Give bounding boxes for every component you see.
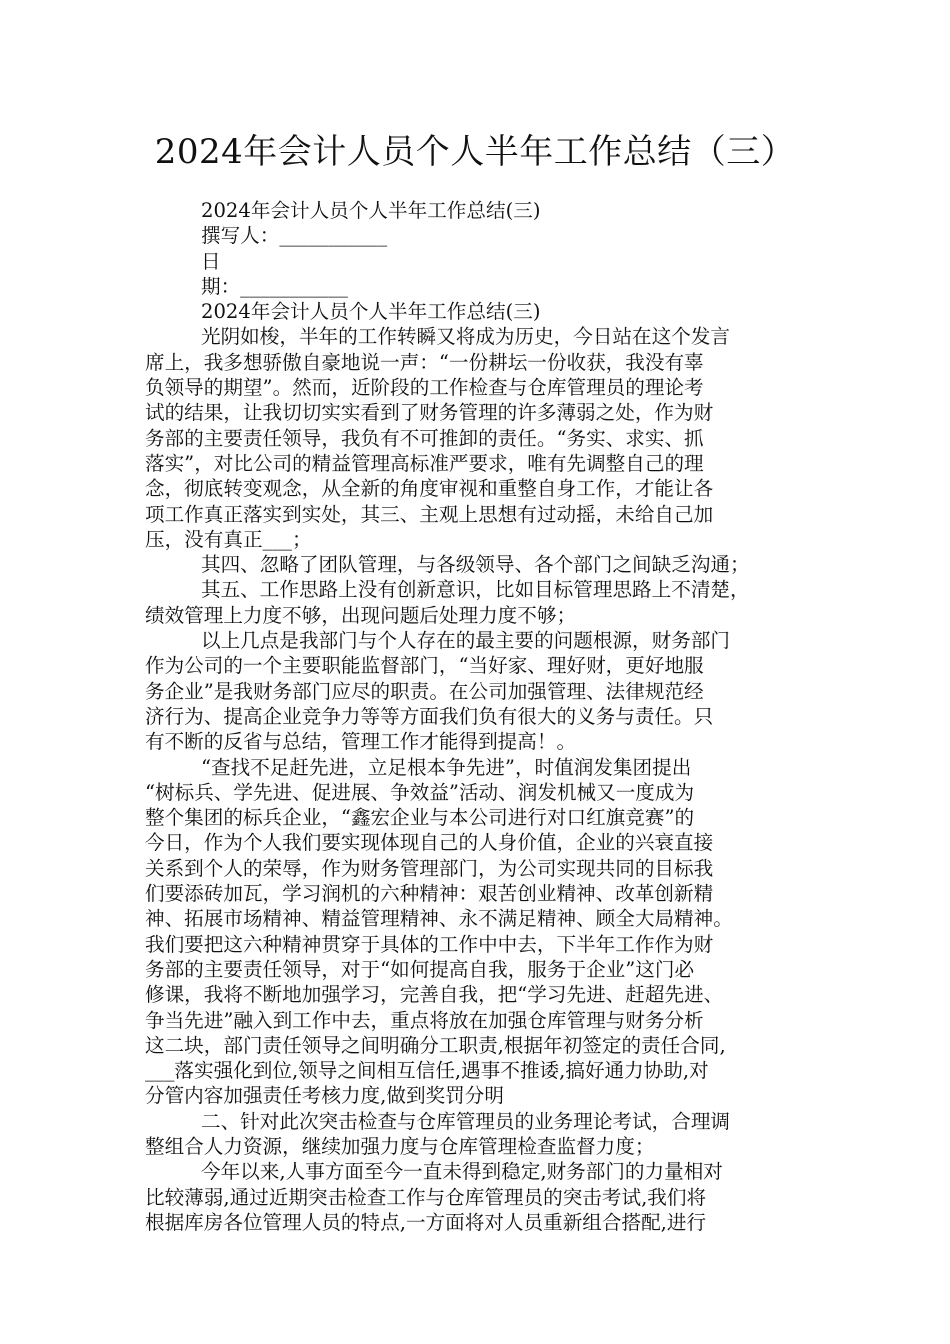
author-line: 撰写人：___________ [201, 224, 388, 248]
text-line: 修课，我将不断地加强学习，完善自我，把“学习先进、赶超先进、 [145, 983, 724, 1007]
text-line: 绩效管理上力度不够，出现问题后处理力度不够； [145, 603, 577, 627]
date-line-1: 日 [201, 249, 221, 273]
text-line: 比较薄弱,通过近期突击检查工作与仓库管理员的突击考试,我们将 [145, 1185, 707, 1209]
text-line: 以上几点是我部门与个人存在的最主要的问题根源，财务部门 [201, 629, 731, 653]
text-line: 神、拓展市场精神、精益管理精神、永不满足精神、顾全大局精神。 [145, 907, 733, 931]
text-line: 分管内容加强责任考核力度,做到奖罚分明 [145, 1084, 504, 1108]
text-line: “查找不足赶先进，立足根本争先进”，时值润发集团提出 [201, 755, 692, 779]
text-line: 项工作真正落实到实处，其三、主观上思想有过动摇，未给自己加 [145, 502, 714, 526]
text-line: 争当先进”融入到工作中去，重点将放在加强仓库管理与财务分析 [145, 1008, 704, 1032]
date-line-2: 期：___________ [201, 274, 348, 298]
text-line: 今日，作为个人我们要实现体现自己的人身价值，企业的兴衰直接 [145, 831, 714, 855]
text-line: 有不断的反省与总结，管理工作才能得到提高！。 [145, 730, 577, 754]
text-line: 二、针对此次突击检查与仓库管理员的业务理论考试，合理调 [201, 1109, 731, 1133]
text-line: 试的结果，让我切切实实看到了财务管理的许多薄弱之处，作为财 [145, 401, 714, 425]
text-line: ___落实强化到位,领导之间相互信任,遇事不推诿,搞好通力协助,对 [145, 1059, 709, 1083]
text-line: 光阴如梭，半年的工作转瞬又将成为历史，今日站在这个发言 [201, 325, 731, 349]
text-line: 济行为、提高企业竞争力等等方面我们负有很大的义务与责任。只 [145, 704, 714, 728]
text-line: 作为公司的一个主要职能监督部门，“当好家、理好财，更好地服 [145, 654, 704, 678]
text-line: 务部的主要责任领导，对于“如何提高自我，服务于企业”这门必 [145, 957, 695, 981]
text-line: 我们要把这六种精神贯穿于具体的工作中中去，下半年工作作为财 [145, 932, 714, 956]
text-line: 整组合人力资源，继续加强力度与仓库管理检查监督力度； [145, 1134, 655, 1158]
text-line: 关系到个人的荣辱，作为财务管理部门，为公司实现共同的目标我 [145, 856, 714, 880]
text-line: 们要添砖加瓦，学习润机的六种精神：艰苦创业精神、改革创新精 [145, 882, 714, 906]
document-title: 2024年会计人员个人半年工作总结（三） [154, 132, 796, 172]
text-line: 其五、工作思路上没有创新意识，比如目标管理思路上不清楚， [201, 578, 750, 602]
text-line: 这二块，部门责任领导之间明确分工职责,根据年初签定的责任合同, [145, 1033, 726, 1057]
header-subtitle: 2024年会计人员个人半年工作总结(三) [201, 199, 541, 222]
text-line: 念，彻底转变观念，从全新的角度审视和重整自身工作，才能让各 [145, 477, 714, 501]
text-line: 其四、忽略了团队管理，与各级领导、各个部门之间缺乏沟通； [201, 553, 750, 577]
text-line: 务企业”是我财务部门应尽的职责。在公司加强管理、法律规范经 [145, 679, 704, 703]
body-paragraphs [145, 324, 825, 1235]
text-line: 席上，我多想骄傲自豪地说一声：“一份耕坛一份收获，我没有辜 [145, 350, 704, 374]
text-line: 务部的主要责任领导，我负有不可推卸的责任。“务实、求实、抓 [145, 426, 704, 450]
text-line: 压，没有真正___； [145, 527, 312, 551]
header-subtitle-repeat: 2024年会计人员个人半年工作总结(三) [201, 300, 541, 324]
document-body [145, 198, 825, 1235]
text-line: 根据库房各位管理人员的特点,一方面将对人员重新组合搭配,进行 [145, 1210, 707, 1234]
text-line: 今年以来,人事方面至今一直未得到稳定,财务部门的力量相对 [201, 1160, 723, 1184]
text-line: 落实”，对比公司的精益管理高标准严要求，唯有先调整自己的理 [145, 451, 704, 475]
text-line: 整个集团的标兵企业，“鑫宏企业与本公司进行对口红旗竞赛”的 [145, 806, 695, 830]
text-line: 负领导的期望”。然而，近阶段的工作检查与仓库管理员的理论考 [145, 376, 704, 400]
text-line: “树标兵、学先进、促进展、争效益”活动、润发机械又一度成为 [145, 780, 695, 804]
